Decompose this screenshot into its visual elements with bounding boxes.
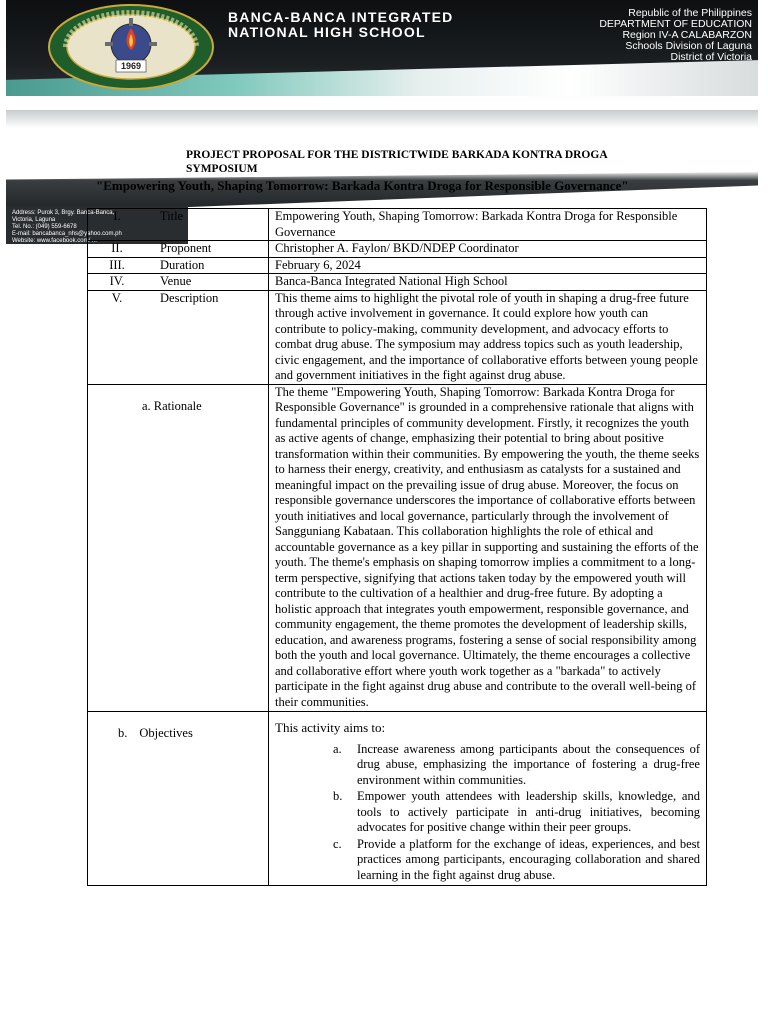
row-label: Proponent bbox=[160, 241, 212, 255]
row-value-duration: February 6, 2024 bbox=[269, 257, 707, 274]
address-line: Victoria, Laguna bbox=[12, 217, 56, 223]
project-title: PROJECT PROPOSAL FOR THE DISTRICTWIDE BARKADA KONTRA DROGA SYMPOSIUM bbox=[186, 149, 607, 175]
row-label-proponent bbox=[88, 241, 269, 258]
row-number: III. bbox=[109, 257, 125, 272]
row-number: b. bbox=[118, 726, 128, 740]
row-label-objectives bbox=[88, 712, 269, 886]
seal-year: 1969 bbox=[120, 61, 142, 71]
row-label-rationale: a. Rationale bbox=[88, 384, 269, 712]
row-label: Description bbox=[160, 290, 219, 305]
row-label: Title bbox=[160, 209, 184, 223]
deped-block bbox=[562, 8, 752, 63]
row-value-description: This theme aims to highlight the pivotal role of youth in shaping a drug-free future through active involvement in governance. It could explore how youth can contribute to policy-making, community development, and advocacy efforts to combat drug abuse. The symposium may address topics such as youth leadership, civic engagement, and the importance of collaborative efforts between young people and government initiatives in the fight against drug abuse. bbox=[269, 290, 707, 384]
row-value-title: Empowering Youth, Shaping Tomorrow: Barkada Kontra Droga for Responsible Governance bbox=[269, 209, 707, 241]
address-line: E-mail: bancabanca_nhs@yahoo.com.ph bbox=[12, 231, 122, 237]
objective-text: Empower youth attendees with leadership skills, knowledge, and tools to actively participate in anti-drug initiatives, becoming advocates for positive change within their peer groups. bbox=[357, 789, 700, 834]
school-name-line1: BANCA-BANCA INTEGRATED bbox=[228, 9, 454, 25]
row-label-venue bbox=[88, 274, 269, 291]
row-label-description bbox=[88, 290, 269, 384]
deped-line: DEPARTMENT OF EDUCATION bbox=[599, 18, 752, 30]
row-label-title bbox=[88, 209, 269, 241]
table-row bbox=[88, 257, 707, 274]
deped-line: Region IV-A CALABARZON bbox=[622, 29, 752, 41]
table-row bbox=[88, 712, 707, 886]
list-marker: c. bbox=[333, 836, 342, 851]
address-line: Tel. No.: (049) 559-6678 bbox=[12, 224, 77, 230]
row-label-duration bbox=[88, 257, 269, 274]
address-line: Address: Purok 3, Brgy. Banca-Banca, bbox=[12, 210, 115, 216]
deped-line: Republic of the Philippines bbox=[628, 7, 752, 19]
row-number: II. bbox=[111, 241, 123, 255]
row-number: I. bbox=[113, 209, 121, 223]
table-row bbox=[88, 290, 707, 384]
school-seal-logo bbox=[48, 4, 214, 90]
row-number: IV. bbox=[109, 274, 125, 288]
table-row bbox=[88, 274, 707, 291]
objectives-list bbox=[275, 742, 700, 884]
objective-text: Provide a platform for the exchange of ideas, experiences, and best practices among participants, encouraging collaboration and shared learning in the fight against drug abuse. bbox=[357, 836, 700, 882]
theme-heading: "Empowering Youth, Shaping Tomorrow: Barkada Kontra Droga for Responsible Governance" bbox=[96, 178, 629, 193]
row-value-proponent: Christopher A. Faylon/ BKD/NDEP Coordinator bbox=[269, 241, 707, 258]
address-line: Website: www.facebook.com/ ... bbox=[12, 238, 97, 244]
row-number: V. bbox=[111, 290, 123, 305]
list-item bbox=[275, 742, 700, 789]
school-name-line2: NATIONAL HIGH SCHOOL bbox=[228, 24, 426, 40]
row-label: Duration bbox=[160, 257, 205, 272]
list-marker: a. bbox=[333, 741, 342, 756]
list-item bbox=[275, 837, 700, 884]
list-item bbox=[275, 789, 700, 836]
table-row bbox=[88, 209, 707, 241]
table-row bbox=[88, 241, 707, 258]
objectives-intro: This activity aims to: bbox=[275, 720, 386, 735]
row-value-rationale: The theme "Empowering Youth, Shaping Tomorrow: Barkada Kontra Droga for Responsible Governance" is grounded in a comprehensive rationale that aligns with fundamental principles of community development. Firstly, it recognizes the youth as active agents of change, emphasizing their potential to bring about positive transformation within their communities. By empowering the youth, the theme seeks to harness their energy, creativity, and enthusiasm as catalysts for a sustained and meaningful impact on the prevailing issue of drug abuse. Moreover, the focus on responsible governance underscores the importance of collaborative efforts between youth initiatives and local governance, particularly through the involvement of Sangguniang Kabataan. This collaboration highlights the role of ethical and accountable governance as a key pillar in supporting and sustaining the efforts of the youth. The theme's emphasis on shaping tomorrow implies a commitment to a long-term perspective, signifying that actions taken today by the empowered youth will contribute to the cultivation of a healthier and drug-free future. By adopting a holistic approach that integrates youth empowerment, responsible governance, and community engagement, the theme promotes the development of leadership skills, education, and awareness programs, fostering a sense of social responsibility among both the youth and local governance. Ultimately, the theme encourages a collective and collaborative effort where youth work together as a "barkada" to actively participate in the fight against drug abuse and contribute to the overall well-being of their communities. bbox=[269, 384, 707, 712]
header-banner bbox=[6, 0, 758, 128]
list-marker: b. bbox=[333, 789, 343, 803]
table-row bbox=[88, 384, 707, 712]
school-name bbox=[228, 10, 454, 40]
proposal-table bbox=[87, 208, 707, 886]
banner-fade bbox=[6, 110, 758, 128]
row-label: Objectives bbox=[139, 726, 193, 740]
deped-line: District of Victoria bbox=[670, 51, 752, 63]
row-label: Venue bbox=[160, 274, 192, 288]
deped-line: Schools Division of Laguna bbox=[625, 40, 752, 52]
row-value-objectives bbox=[269, 712, 707, 886]
row-value-venue: Banca-Banca Integrated National High School bbox=[269, 274, 707, 291]
objective-text: Increase awareness among participants about the consequences of drug abuse, emphasizing the importance of fostering a drug-free environment within communities. bbox=[357, 741, 700, 787]
